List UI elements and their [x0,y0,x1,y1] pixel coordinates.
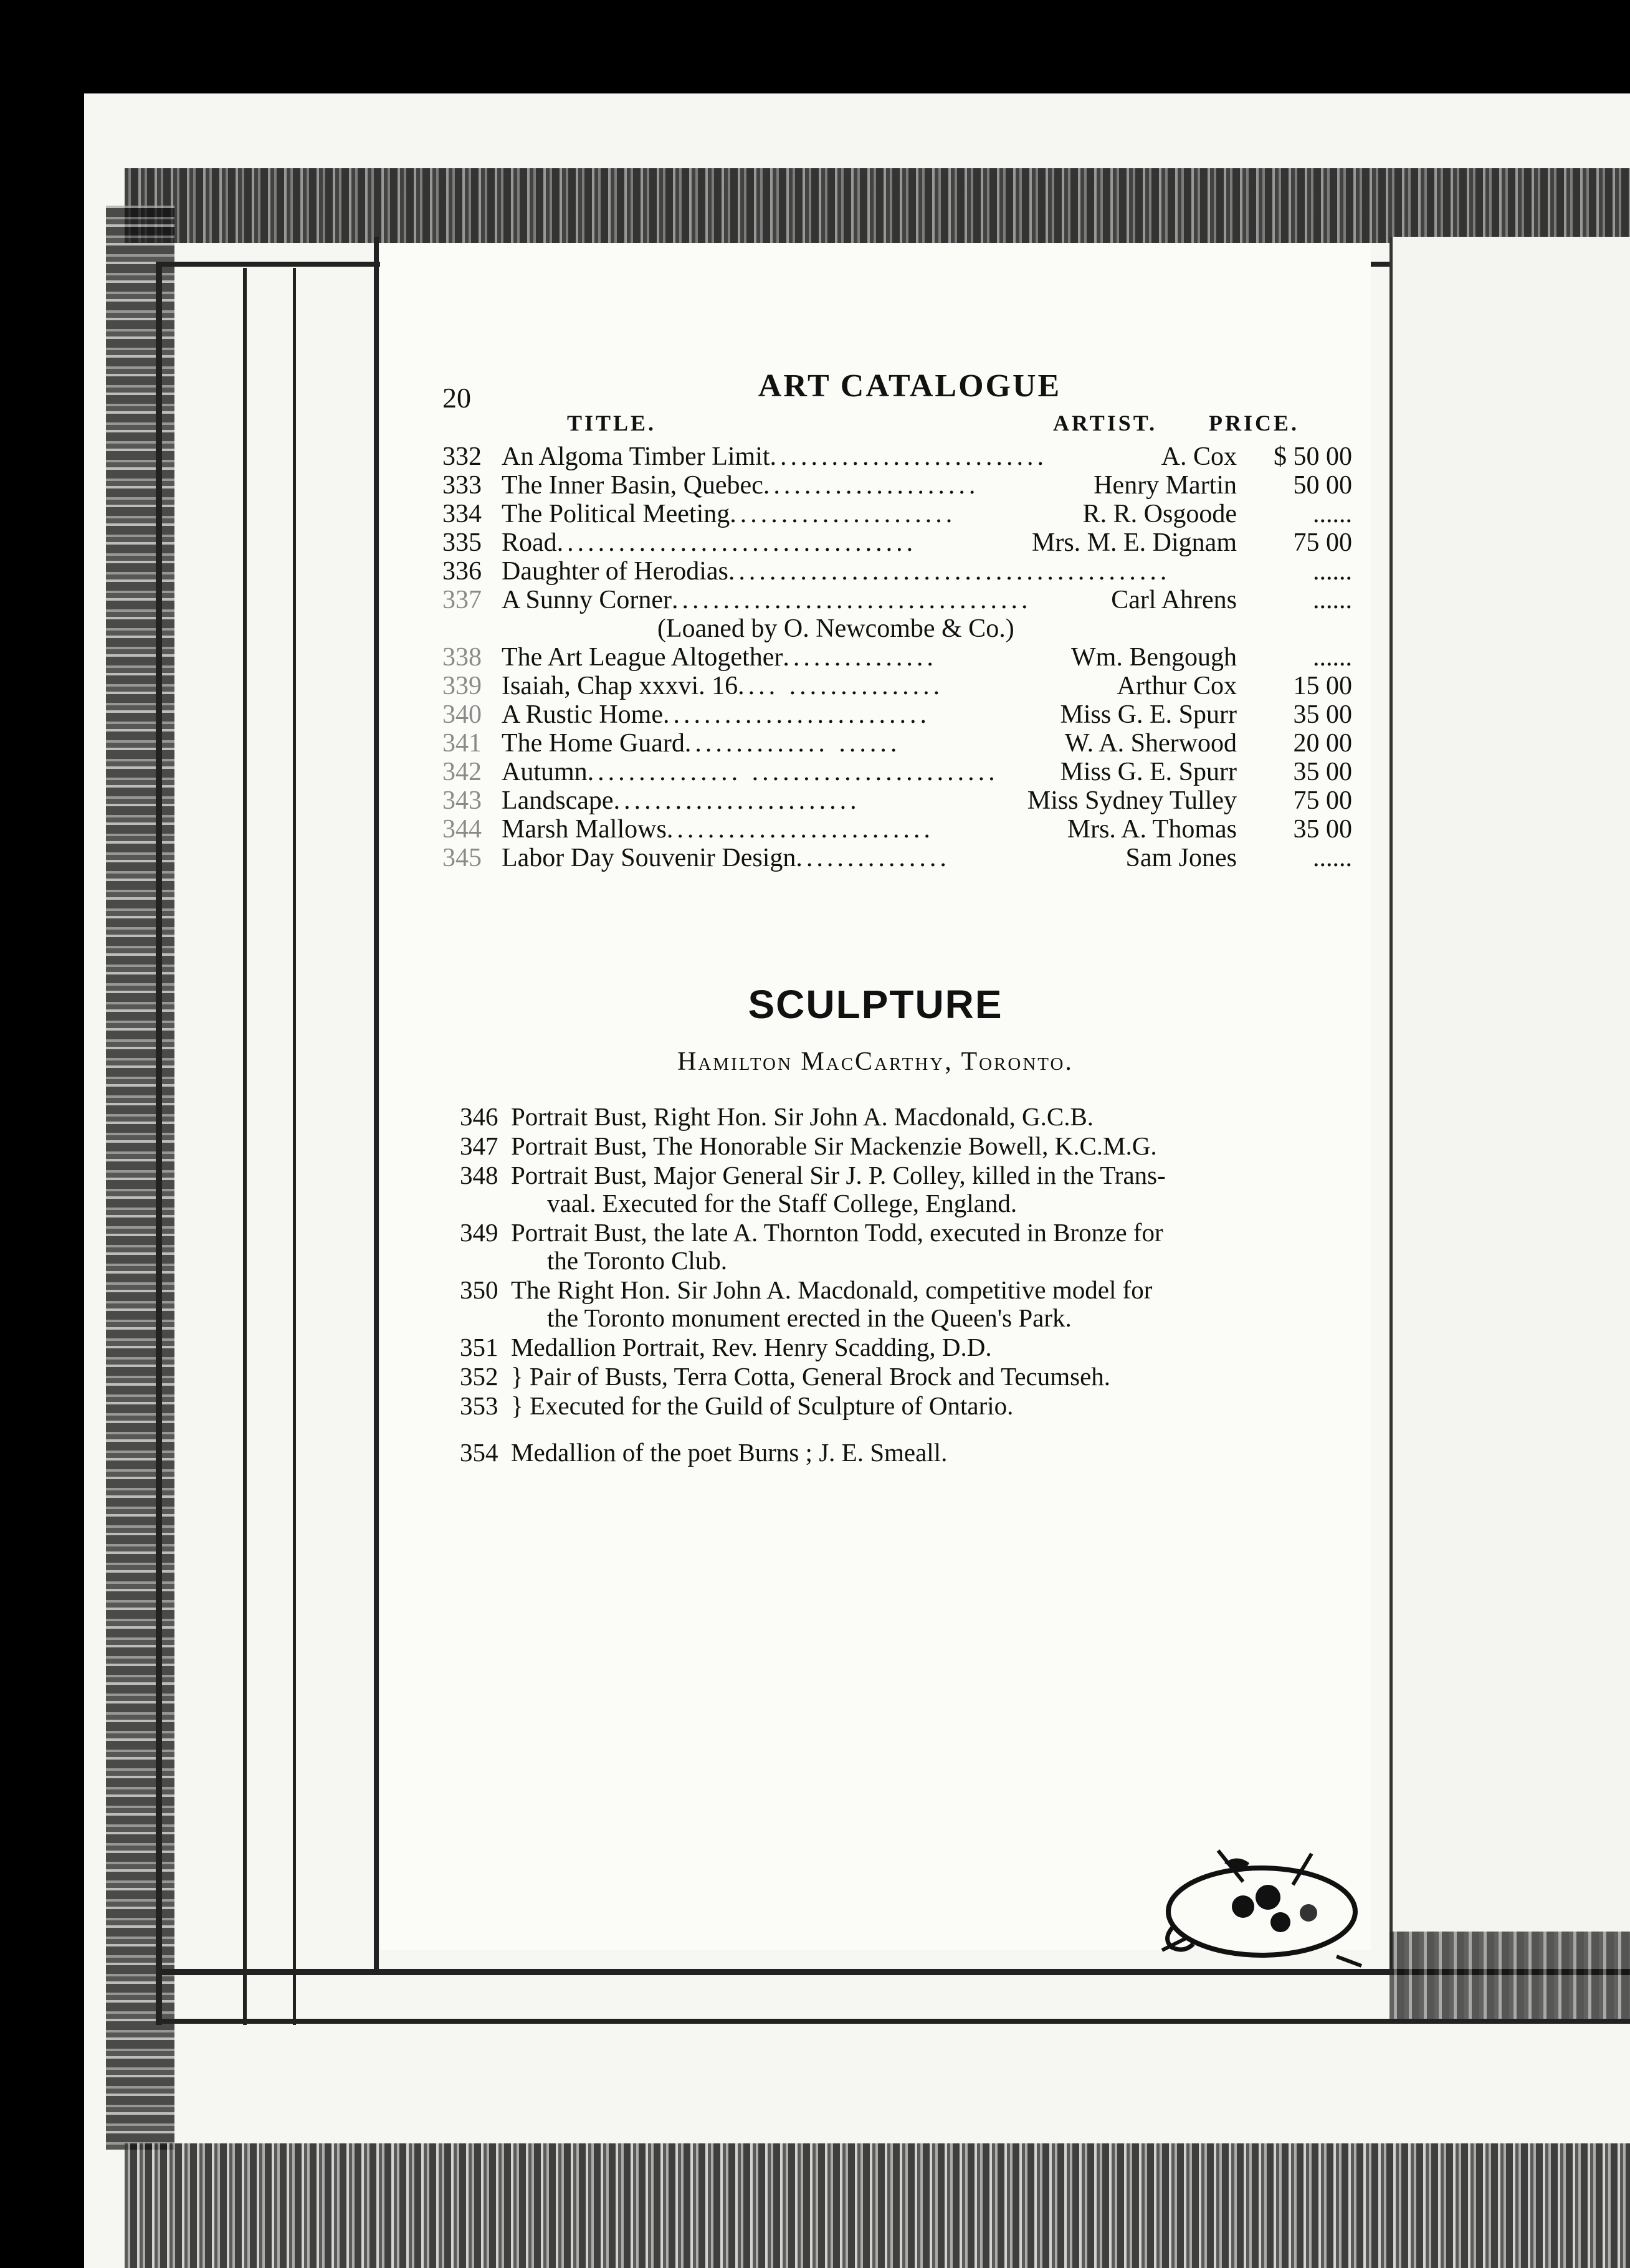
sculpture-entry [460,1132,1345,1160]
frame-line [374,237,379,1969]
entry-number: 339 [442,672,482,700]
entry-title: A Rustic Home [502,700,663,729]
entry-number: 354 [460,1438,498,1467]
dot-leader: .... ............... [738,672,944,700]
scan-noise-top [125,168,1630,243]
entry-title: Road [502,528,557,557]
entry-number: 345 [442,844,482,872]
entry-price: $ 50 00 [1274,442,1352,471]
entry-description: Portrait Bust, the late A. Thornton Todd, executed in Bronze for [511,1218,1163,1247]
entry-title: The Inner Basin, Quebec [502,471,763,500]
palette-ornament-icon [1150,1838,1374,1981]
entry-number: 347 [460,1132,498,1160]
entry-title: Isaiah, Chap xxxvi. 16 [502,672,738,700]
dot-leader: ............... ........................ [587,758,999,786]
entry-price: 75 00 [1293,528,1352,557]
sculpture-entry [460,1439,1345,1467]
entry-description-continued: vaal. Executed for the Staff College, England. [547,1189,1018,1217]
entry-price: ...... [1313,643,1352,672]
sculpture-list [460,1103,1345,1468]
dot-leader: .............. ...... [684,729,901,758]
column-header-price: PRICE. [1209,411,1300,436]
frame-line [243,268,247,2025]
entry-title: Labor Day Souvenir Design [502,844,796,872]
dot-leader: ........................... [770,442,1048,471]
entry-title: An Algoma Timber Limit [502,442,770,471]
frame-line [156,2019,1630,2024]
entry-title: Landscape [502,786,614,815]
entry-title: Marsh Mallows [502,815,667,844]
sculpture-entry [460,1392,1345,1420]
entry-price: 35 00 [1293,758,1352,786]
dot-leader: ................................... [672,586,1032,614]
sculpture-entry [460,1219,1345,1275]
dot-leader: ............... [796,844,950,872]
entry-number: 343 [442,786,482,815]
entry-title: The Home Guard [502,729,685,758]
entry-description: } Pair of Busts, Terra Cotta, General Brock and Tecumseh. [511,1362,1111,1391]
dot-leader: .......................... [663,700,930,729]
entry-number: 353 [460,1391,498,1420]
entry-description: The Right Hon. Sir John A. Macdonald, competitive model for [511,1275,1153,1304]
dot-leader: ........................ [613,786,860,815]
entry-description: Portrait Bust, Right Hon. Sir John A. Macdonald, G.C.B. [511,1102,1094,1131]
section-subtitle: Hamilton MacCarthy, Toronto. [677,1047,1074,1076]
entry-number: 344 [442,815,482,844]
page-number: 20 [442,382,471,414]
catalogue-entry [442,729,1352,758]
entry-artist: Mrs. A. Thomas [1067,815,1237,844]
entry-number: 332 [442,442,482,471]
entry-artist: Sam Jones [1125,844,1237,872]
entry-number: 350 [460,1275,498,1304]
entry-price: ...... [1313,586,1352,614]
catalogue-entry [442,786,1352,815]
catalogue-entry [442,700,1352,729]
entry-description: Portrait Bust, Major General Sir J. P. Colley, killed in the Trans- [511,1161,1166,1189]
entry-artist: Miss G. E. Spurr [1060,700,1237,729]
entry-number: 348 [460,1161,498,1189]
catalogue-entry [442,586,1352,614]
entry-price: ...... [1313,557,1352,586]
entry-number: 342 [442,758,482,786]
sculpture-entry [460,1161,1345,1217]
entry-artist: Carl Ahrens [1111,586,1237,614]
entry-number: 352 [460,1362,498,1391]
entry-number: 349 [460,1218,498,1247]
entry-number: 340 [442,700,482,729]
entry-title: The Political Meeting [502,500,730,528]
column-header-artist: ARTIST. [1053,411,1158,436]
catalogue-entry [442,758,1352,786]
entry-number: 351 [460,1333,498,1361]
entry-number: 341 [442,729,482,758]
entry-number: 338 [442,643,482,672]
entry-price: 75 00 [1293,786,1352,815]
entry-description-continued: the Toronto Club. [547,1246,728,1275]
column-header-title: TITLE. [567,411,657,436]
entry-price: 35 00 [1293,815,1352,844]
entry-artist: Mrs. M. E. Dignam [1032,528,1237,557]
catalogue-entry [442,442,1352,471]
entry-number: 336 [442,557,482,586]
sculpture-entry [460,1363,1345,1391]
entry-artist: Henry Martin [1094,471,1237,500]
entry-artist: Wm. Bengough [1071,643,1237,672]
sculpture-entry [460,1276,1345,1332]
scan-noise-right [1389,1932,1630,2019]
entry-description: Medallion of the poet Burns ; J. E. Smeall. [511,1438,948,1467]
entry-title: Daughter of Herodias [502,557,728,586]
entry-number: 334 [442,500,482,528]
catalogue-entry [442,471,1352,500]
entry-description: Medallion Portrait, Rev. Henry Scadding, D.D. [511,1333,992,1361]
entry-number: 346 [460,1102,498,1131]
entry-price: 50 00 [1293,471,1352,500]
entry-title: Autumn [502,758,588,786]
entry-title: The Art League Altogether [502,643,783,672]
frame-line [156,262,162,2025]
dot-leader: ........................................... [728,557,1171,586]
painting-list [442,442,1352,872]
dot-leader: ..................... [763,471,979,500]
entry-description: Portrait Bust, The Honorable Sir Mackenzie Bowell, K.C.M.G. [511,1132,1157,1160]
catalogue-entry [442,614,1315,643]
dot-leader: ................................... [556,528,917,557]
scan-noise-left [106,206,174,2150]
catalogue-page [380,243,1371,1950]
entry-description: } Executed for the Guild of Sculpture of Ontario. [511,1391,1014,1420]
entry-number: 335 [442,528,482,557]
entry-title: (Loaned by O. Newcombe & Co.) [657,614,1014,643]
entry-price: 20 00 [1293,729,1352,758]
catalogue-entry [442,844,1352,872]
entry-artist: Miss Sydney Tulley [1027,786,1237,815]
catalogue-entry [442,672,1352,700]
entry-price: 35 00 [1293,700,1352,729]
entry-title: A Sunny Corner [502,586,672,614]
entry-artist: R. R. Osgoode [1082,500,1237,528]
dot-leader: .......................... [666,815,934,844]
dot-leader: ............... [783,643,937,672]
entry-price: 15 00 [1293,672,1352,700]
catalogue-entry [442,557,1352,586]
adjacent-page-edge [1389,237,1630,1969]
section-title: SCULPTURE [748,982,1003,1027]
entry-price: ...... [1313,844,1352,872]
scan-noise-bottom [125,2143,1630,2268]
entry-number: 337 [442,586,482,614]
entry-price: ...... [1313,500,1352,528]
entry-artist: W. A. Sherwood [1064,729,1237,758]
running-head: ART CATALOGUE [758,368,1062,404]
catalogue-entry [442,528,1352,557]
entry-artist: Miss G. E. Spurr [1060,758,1237,786]
catalogue-entry [442,815,1352,844]
sculpture-entry [460,1333,1345,1361]
entry-description-continued: the Toronto monument erected in the Queen's Park. [547,1303,1072,1332]
catalogue-entry [442,643,1352,672]
frame-line [293,268,296,2025]
dot-leader: ...................... [730,500,956,528]
sculpture-entry [460,1103,1345,1131]
dot-leader [1014,614,1237,643]
entry-artist: Arthur Cox [1117,672,1237,700]
entry-number: 333 [442,471,482,500]
entry-artist: A. Cox [1161,442,1237,471]
catalogue-entry [442,500,1352,528]
